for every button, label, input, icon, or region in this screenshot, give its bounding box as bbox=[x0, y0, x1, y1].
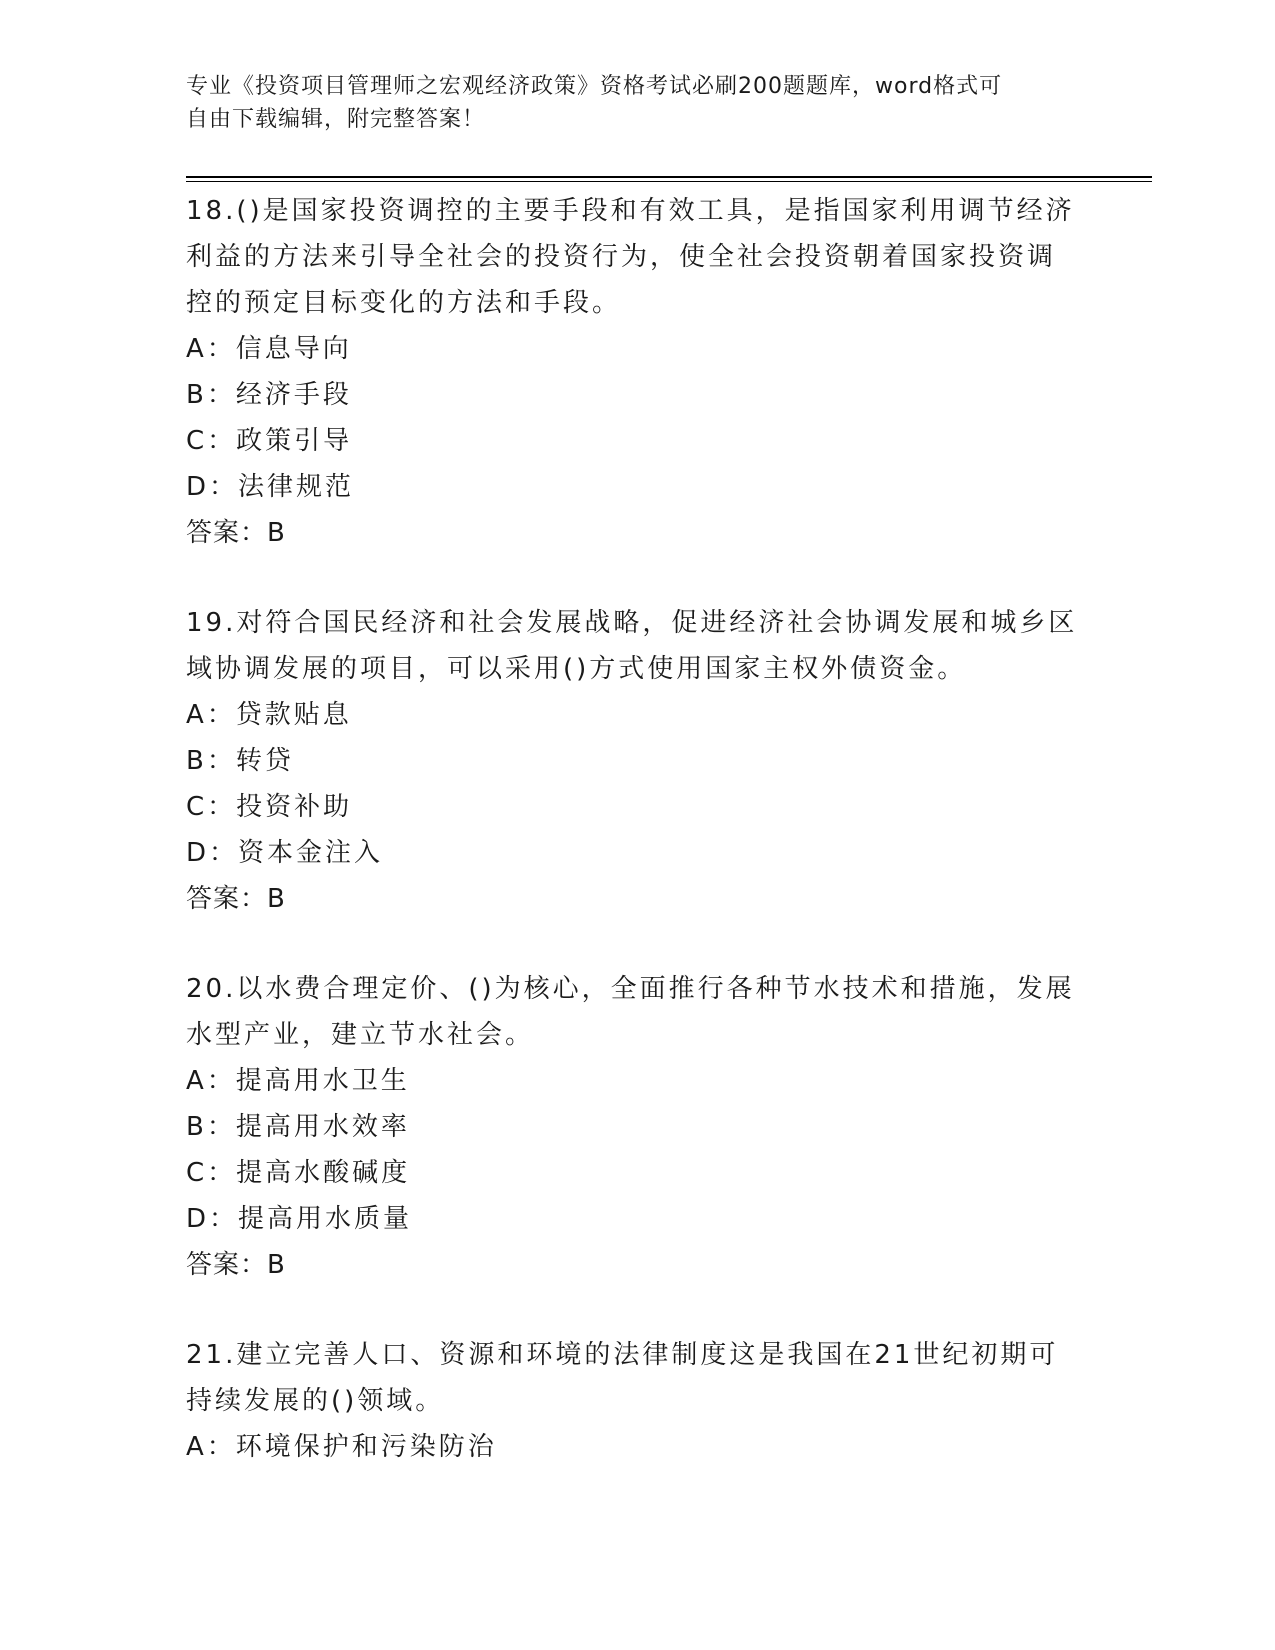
header-line-1: 专业《投资项目管理师之宏观经济政策》资格考试必刷200题题库，word格式可 bbox=[186, 74, 1003, 99]
question-21-line-2: 持续发展的()领域。 bbox=[186, 1386, 445, 1416]
header-divider-thick bbox=[186, 176, 1152, 178]
question-18-answer: 答案：B bbox=[186, 518, 286, 548]
question-spacer bbox=[186, 1288, 1086, 1332]
question-spacer bbox=[186, 556, 1086, 600]
header-line-2: 自由下载编辑，附完整答案！ bbox=[186, 107, 486, 132]
question-20 bbox=[186, 966, 1086, 1288]
question-19-answer: 答案：B bbox=[186, 884, 286, 914]
question-18-line-2: 利益的方法来引导全社会的投资行为，使全社会投资朝着国家投资调 bbox=[186, 242, 1057, 272]
question-18 bbox=[186, 188, 1086, 556]
question-20-line-2: 水型产业，建立节水社会。 bbox=[186, 1020, 535, 1050]
question-18-line-1: 18.()是国家投资调控的主要手段和有效工具，是指国家利用调节经济 bbox=[186, 196, 1075, 226]
question-18-option-d: D：法律规范 bbox=[186, 472, 355, 502]
question-21 bbox=[186, 1332, 1086, 1470]
question-20-line-1: 20.以水费合理定价、()为核心，全面推行各种节水技术和措施，发展 bbox=[186, 974, 1075, 1004]
question-19-line-2: 域协调发展的项目，可以采用()方式使用国家主权外债资金。 bbox=[186, 654, 967, 684]
question-20-option-b: B：提高用水效率 bbox=[186, 1112, 410, 1142]
question-19-line-1: 19.对符合国民经济和社会发展战略，促进经济社会协调发展和城乡区 bbox=[186, 608, 1078, 638]
question-21-line-1: 21.建立完善人口、资源和环境的法律制度这是我国在21世纪初期可 bbox=[186, 1340, 1059, 1370]
question-20-option-d: D：提高用水质量 bbox=[186, 1204, 413, 1234]
question-19 bbox=[186, 600, 1086, 922]
question-19-option-a: A：贷款贴息 bbox=[186, 700, 352, 730]
document-header bbox=[186, 70, 1066, 136]
question-18-line-3: 控的预定目标变化的方法和手段。 bbox=[186, 288, 622, 318]
question-list bbox=[186, 188, 1086, 1470]
question-20-answer: 答案：B bbox=[186, 1250, 286, 1280]
header-divider-thin bbox=[186, 181, 1152, 182]
question-19-option-d: D：资本金注入 bbox=[186, 838, 384, 868]
question-19-option-b: B：转贷 bbox=[186, 746, 294, 776]
question-20-option-a: A：提高用水卫生 bbox=[186, 1066, 410, 1096]
question-spacer bbox=[186, 922, 1086, 966]
question-20-option-c: C：提高水酸碱度 bbox=[186, 1158, 411, 1188]
question-18-option-a: A：信息导向 bbox=[186, 334, 352, 364]
question-19-option-c: C：投资补助 bbox=[186, 792, 353, 822]
question-18-option-b: B：经济手段 bbox=[186, 380, 352, 410]
question-18-option-c: C：政策引导 bbox=[186, 426, 353, 456]
question-21-option-a: A：环境保护和污染防治 bbox=[186, 1432, 497, 1462]
